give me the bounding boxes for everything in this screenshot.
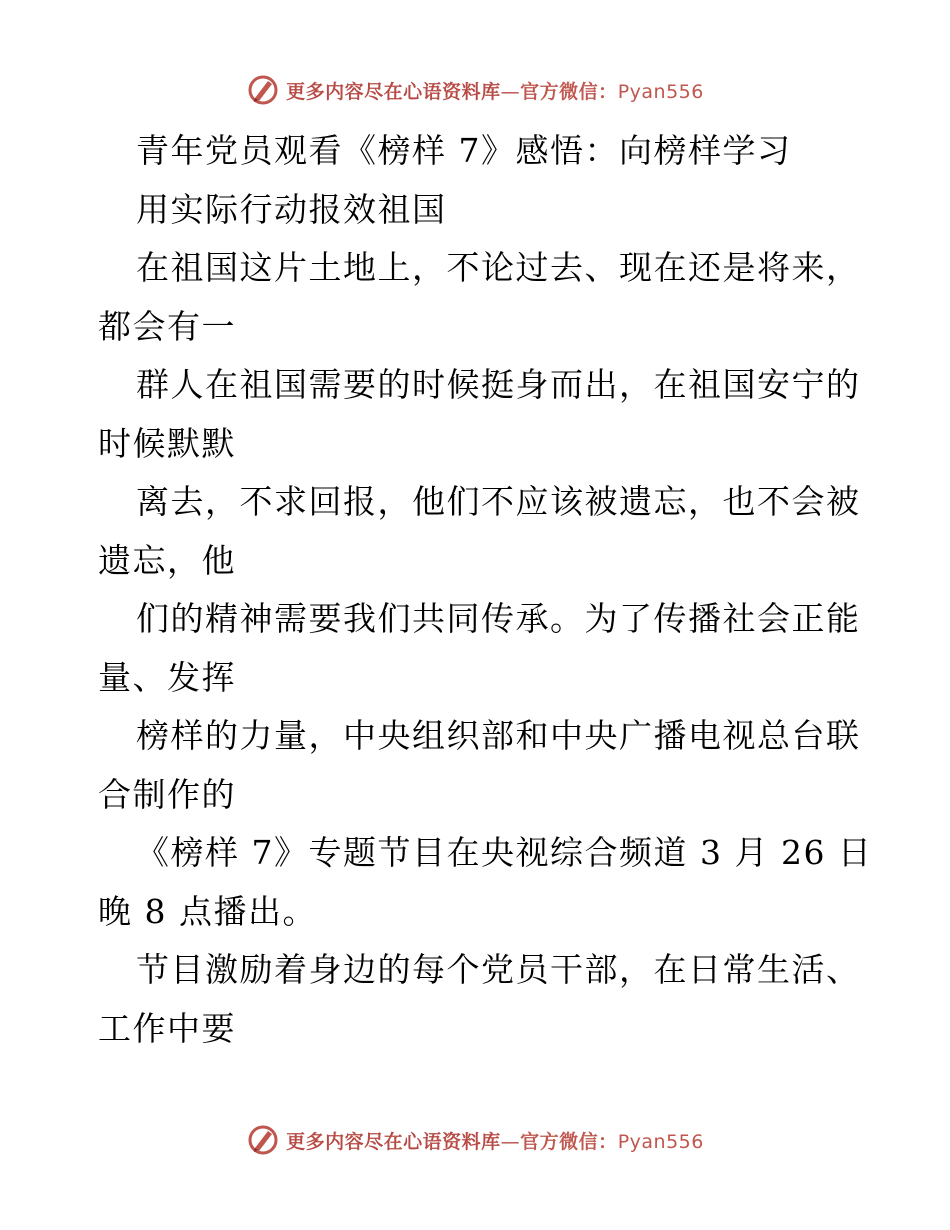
text-line: 节目激励着身边的每个党员干部，在日常生活、 <box>136 950 861 989</box>
text-line: 都会有一 <box>98 306 236 346</box>
text-line: 青年党员观看《榜样 7》感悟：向榜样学习 <box>136 131 792 170</box>
text-line: 群人在祖国需要的时候挺身而出，在祖国安宁的 <box>136 365 861 404</box>
pen-circle-icon <box>246 1123 280 1157</box>
banner-text: 更多内容尽在心语资料库—官方微信：Pyan556 <box>286 80 704 103</box>
text-line: 合制作的 <box>98 774 236 814</box>
text-line: 榜样的力量，中央组织部和中央广播电视总台联 <box>136 716 861 755</box>
text-line: 《榜样 7》专题节目在央视综合频道 3 月 26 日 <box>136 833 873 872</box>
text-line: 晚 8 点播出。 <box>98 891 317 931</box>
text-line: 在祖国这片土地上，不论过去、现在还是将来， <box>136 248 861 287</box>
text-line: 时候默默 <box>98 423 236 463</box>
text-line: 量、发挥 <box>98 657 236 697</box>
text-line: 离去，不求回报，他们不应该被遗忘，也不会被 <box>136 482 861 521</box>
banner-text: 更多内容尽在心语资料库—官方微信：Pyan556 <box>286 1130 704 1153</box>
text-line: 遗忘，他 <box>98 540 236 580</box>
pen-circle-icon <box>246 73 280 107</box>
header-banner <box>0 70 950 110</box>
document-body <box>98 122 873 1058</box>
text-line: 用实际行动报效祖国 <box>136 189 447 229</box>
footer-banner <box>0 1120 950 1160</box>
text-line: 们的精神需要我们共同传承。为了传播社会正能 <box>136 599 861 638</box>
text-line: 工作中要 <box>98 1008 236 1048</box>
